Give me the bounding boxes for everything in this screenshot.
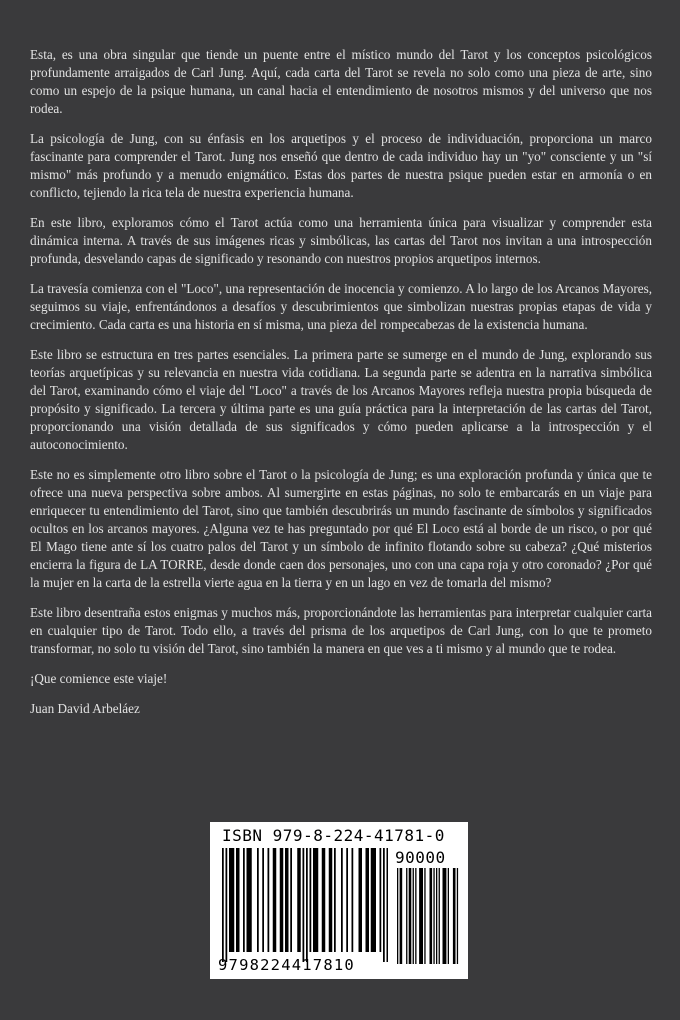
ean13-bar (306, 848, 308, 962)
addon-bar (397, 868, 398, 964)
ean13-bar (387, 848, 389, 962)
addon-bar (436, 868, 437, 964)
paragraph-intro: Esta, es una obra singular que tiende un puente entre el místico mundo del Tarot y los conceptos psicológicos profundamente arraigados de Carl Jung. Aquí, cada carta del Tarot se revela no solo como una pieza de arte, sino como un espejo de la psique humana, un canal hacia el entendimiento de nosotros mismos y del universo que nos rodea. (30, 47, 652, 116)
addon-bar (439, 868, 440, 964)
ean13-bar (380, 848, 382, 952)
ean13-bar (297, 848, 301, 952)
paragraph-book-structure: Este libro se estructura en tres partes esenciales. La primera parte se sumerge en el mundo de Jung, explorando sus teorías arquetípicas y su relevancia en nuestra vida cotidiana. La segunda parte se adentra en la narrativa simbólica del Tarot, examinando cómo el viaje del "Loco" a través de los Arcanos Mayores refleja nuestra propia búsqueda de propósito y significado. La tercera y última parte es una guía práctica para la interpretación de las cartas del Tarot, proporcionando una visión detallada de sus significados y cómo pueden aplicarse a la introspección y el autoconocimiento. (30, 347, 652, 452)
paragraph-jung-psychology: La psicología de Jung, con su énfasis en los arquetipos y el proceso de individuación, proporciona un marco fascinante para comprender el Tarot. Jung nos enseñó que dentro de cada individuo hay un "yo" consciente y un "sí mismo" más profundo y a menudo enigmático. Estas dos partes de nuestra psique pueden estar en armonía o en conflicto, tejiendo la rica tela de nuestra experiencia humana. (30, 131, 652, 200)
ean13-bar (229, 848, 234, 952)
addon-bar (448, 868, 449, 964)
ean13-bar (334, 848, 336, 952)
ean13-bar (222, 848, 224, 962)
addon-bar (406, 868, 407, 964)
ean13-bar (371, 848, 376, 952)
ean13-bar (247, 848, 252, 952)
addon-bar (453, 868, 456, 964)
ean13-bar (243, 848, 245, 952)
paragraph-tarot-tool: En este libro, exploramos cómo el Tarot actúa como una herramienta única para visualizar y comprender esta dinámica interna. A través de sus imágenes ricas y simbólicas, las cartas del Tarot nos invitan a una introspección profunda, desvelando capas de significado y resonando con nuestros propios arquetipos internos. (30, 215, 652, 266)
addon-bar (433, 868, 434, 964)
ean13-bar (310, 848, 312, 952)
ean13-bar (236, 848, 240, 952)
ean13-bar (303, 848, 305, 962)
ean13-bar (268, 848, 270, 952)
addon-bar (415, 868, 416, 964)
addon-bar (409, 868, 412, 964)
ean13-bar (290, 848, 292, 952)
barcode-digits: 9798224417810 (218, 956, 355, 974)
ean13-bars (222, 848, 388, 966)
author-name: Juan David Arbeláez (30, 701, 140, 716)
addon-bar (419, 868, 423, 964)
ean13-bar (262, 848, 264, 952)
ean13-bar (346, 848, 348, 952)
addon-bar (457, 868, 458, 964)
addon-bar (413, 868, 414, 964)
isbn-barcode (210, 822, 468, 979)
addon-bar (400, 868, 403, 964)
ean13-bar (359, 848, 363, 952)
ean13-bar (366, 848, 370, 952)
ean13-bar (313, 848, 318, 952)
ean13-bar (352, 848, 354, 952)
addon-bar (430, 868, 433, 964)
addon-bar (424, 868, 425, 964)
ean13-bar (383, 848, 385, 962)
paragraph-questions: Este no es simplemente otro libro sobre el Tarot o la psicología de Jung; es una exploración profunda y única que te ofrece una nueva perspectiva sobre ambos. Al sumergirte en estas páginas, no solo te embarcarás en un viaje para enriquecer tu entendimiento del Tarot, sino que también descubrirás un mundo fascinante de símbolos y significados ocultos en los arcanos mayores. ¿Alguna vez te has preguntado por qué El Loco está al borde de un risco, o por qué El Mago tiene ante sí los cuatro palos del Tarot y un símbolo de infinito flotando sobre su cabeza? ¿Qué misterios encierra la figura de LA TORRE, desde donde caen dos personajes, uno con una capa roja y otro coronado? ¿Por qué la mujer en la carta de la estrella vierte agua en la tierra y en un lago en vez de tomarla del mismo? (30, 467, 652, 590)
closing-line: ¡Que comience este viaje! (30, 671, 168, 686)
ean13-bar (329, 848, 333, 952)
addon-bars (397, 868, 459, 966)
ean13-bar (280, 848, 284, 952)
ean13-bar (257, 848, 259, 952)
isbn-label: ISBN 979-8-224-41781-0 (222, 826, 445, 845)
ean13-bar (322, 848, 326, 952)
ean13-bar (273, 848, 277, 952)
ean13-bar (285, 848, 289, 952)
ean13-bar (226, 848, 228, 962)
price-code: 90000 (395, 848, 446, 867)
paragraph-conclusion: Este libro desentraña estos enigmas y muchos más, proporcionándote las herramientas para interpretar cualquier carta en cualquier tipo de Tarot. Todo ello, a través del prisma de los arquetipos de Carl Jung, con lo que te prometo transformar, no solo tu visión del Tarot, sino también la manera en que ves a ti mismo y al mundo que te rodea. (30, 605, 652, 656)
addon-bar (443, 868, 447, 964)
ean13-bar (341, 848, 343, 952)
back-cover-text (30, 46, 652, 730)
paragraph-fool-journey: La travesía comienza con el "Loco", una representación de inocencia y comienzo. A lo largo de los Arcanos Mayores, seguimos su viaje, enfrentándonos a desafíos y descubrimientos que simbolizan nuestras propias etapas de vida y crecimiento. Cada carta es una historia en sí misma, una pieza del rompecabezas de la existencia humana. (30, 281, 652, 332)
